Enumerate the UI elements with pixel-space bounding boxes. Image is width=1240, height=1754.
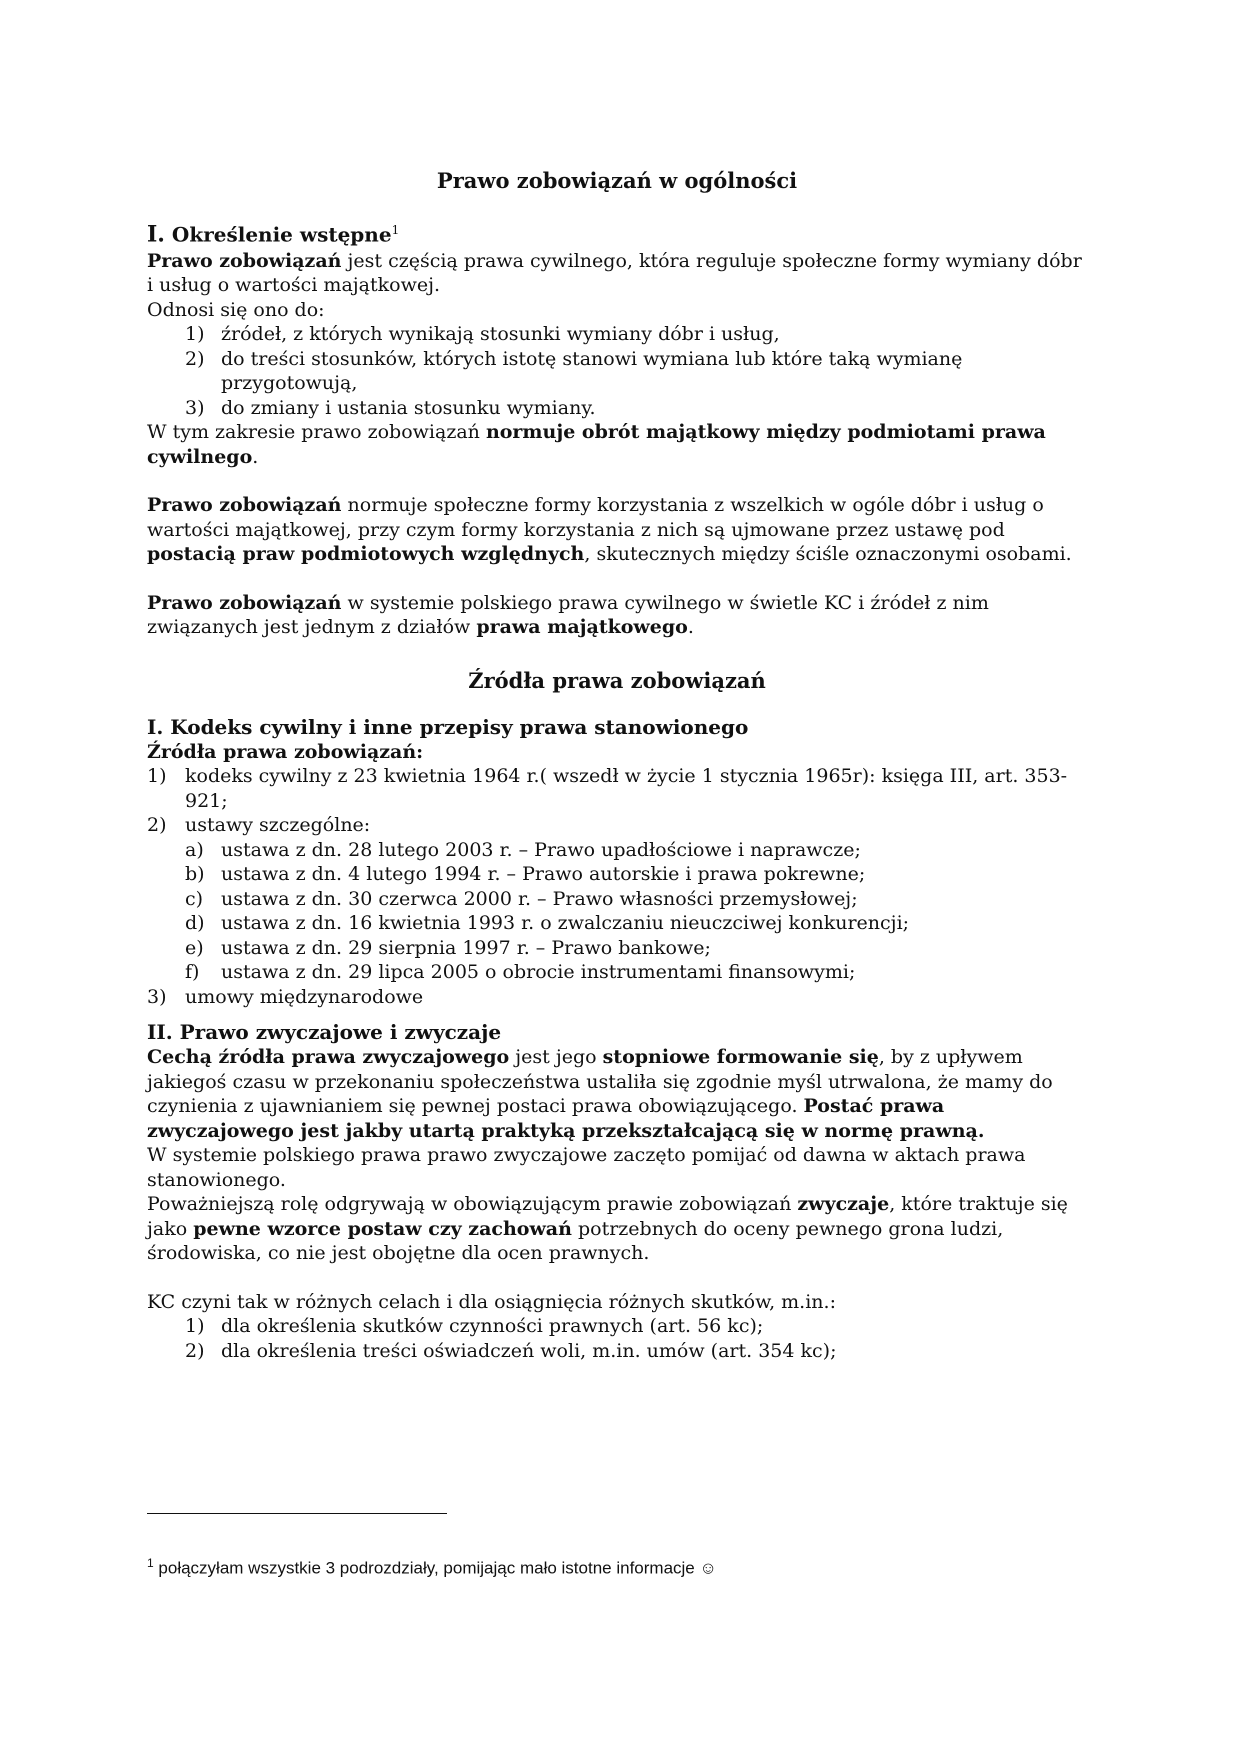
roman-numeral: I. (147, 221, 165, 248)
sources-list (147, 764, 1087, 838)
list-item: 3) umowy międzynarodowe (147, 985, 424, 1008)
list-item: f) ustawa z dn. 29 lipca 2005 o obrocie instrumentami finansowymi; (185, 961, 856, 984)
paragraph-custom-omitted: W systemie polskiego prawa prawo zwyczajowe zaczęto pomijać od dawna w aktach prawa stanowionego. (147, 1144, 1026, 1191)
list-item: 2) dla określenia treści oświadczeń woli, m.in. umów (art. 354 kc); (185, 1339, 837, 1362)
paragraph-scope-summary: W tym zakresie prawo zobowiązań normuje obrót majątkowy między podmiotami prawa cywilnego. (147, 421, 1046, 468)
sources-list-continued (147, 985, 1087, 1010)
paragraph-system: Prawo zobowiązań w systemie polskiego prawa cywilnego w świetle KC i źródeł z nim związanych jest jednym z działów prawa majątkowego. (147, 591, 989, 639)
sources-subheading: Źródła prawa zobowiązań: (147, 740, 424, 763)
list-item: e) ustawa z dn. 29 sierpnia 1997 r. – Prawo bankowe; (185, 936, 711, 959)
footnote (147, 1556, 717, 1579)
list-item: c) ustawa z dn. 30 czerwca 2000 r. – Prawo własności przemysłowej; (185, 887, 858, 910)
list-item: 2) do treści stosunków, których istotę stanowi wymiana lub które taką wymianę przygotowują, (185, 347, 963, 395)
bold-term: Prawo zobowiązań (147, 249, 342, 272)
scope-list (147, 322, 1087, 420)
list-item: a) ustawa z dn. 28 lutego 2003 r. – Prawo upadłościowe i naprawcze; (185, 838, 861, 861)
footnote-text: połączyłam wszystkie 3 podrozdziały, pomijając mało istotne informacje ☺ (153, 1558, 717, 1578)
document-body (147, 168, 1087, 1363)
paragraph-kc-purposes: KC czyni tak w różnych celach i dla osiągnięcia różnych skutków, m.in.: (147, 1290, 836, 1313)
statutes-sublist (147, 838, 1087, 985)
list-item: 1) dla określenia skutków czynności prawnych (art. 56 kc); (185, 1315, 764, 1338)
purposes-list (147, 1314, 1087, 1363)
paragraph-scope-intro: Odnosi się ono do: (147, 298, 325, 321)
section-heading-custom: II. Prawo zwyczajowe i zwyczaje (147, 1020, 502, 1045)
list-item: 2) ustawy szczególne: (147, 814, 371, 837)
paragraph-customs-role: Poważniejszą rolę odgrywają w obowiązującym prawie zobowiązań zwyczaje, które traktuje się jako pewne wzorce postaw czy zachowań potrzebnych do oceny pewnego grona ludzi, środowiska, co nie jest obojętne dla ocen prawnych. (147, 1193, 1068, 1265)
footnote-number: 1 (147, 1556, 154, 1570)
list-item: 1) kodeks cywilny z 23 kwietnia 1964 r.( wszedł w życie 1 stycznia 1965r): księga III, art. 353-921; (147, 765, 1068, 812)
second-title: Źródła prawa zobowiązań (468, 667, 766, 693)
document-title: Prawo zobowiązań w ogólności (436, 168, 798, 193)
list-item: 1) źródeł, z których wynikają stosunki wymiany dóbr i usług, (185, 323, 780, 346)
paragraph-text: jest częścią prawa cywilnego, która reguluje społeczne formy wymiany dóbr i usług o wartości majątkowej. (147, 249, 1082, 297)
paragraph-forms: Prawo zobowiązań normuje społeczne formy korzystania z wszelkich w ogóle dóbr i usług o wartości majątkowej, przy czym formy korzystania z nich są ujmowane przez ustawę pod postacią praw podmiotowych względnych, skutecznych między ściśle oznaczonymi osobami. (147, 494, 1072, 566)
footnote-separator (147, 1513, 447, 1514)
footnote-ref: 1 (391, 223, 400, 237)
paragraph-definition (147, 249, 1087, 298)
section-heading-code: I. Kodeks cywilny i inne przepisy prawa stanowionego (147, 714, 749, 739)
list-item: d) ustawa z dn. 16 kwietnia 1993 r. o zwalczaniu nieuczciwej konkurencji; (185, 912, 910, 935)
paragraph-custom-law: Cechą źródła prawa zwyczajowego jest jego stopniowe formowanie się, by z upływem jakiegoś czasu w przekonaniu społeczeństwa ustaliła się zgodnie myśl utrwalona, że mamy do czynienia z ujawnianiem się pewnej postaci prawa obowiązującego. Postać prawa zwyczajowego jest jakby utartą praktyką przekształcającą się w normę prawną. (147, 1046, 1053, 1142)
list-item: b) ustawa z dn. 4 lutego 1994 r. – Prawo autorskie i prawa pokrewne; (185, 863, 866, 886)
section-heading-intro (147, 216, 1087, 249)
list-item: 3) do zmiany i ustania stosunku wymiany. (185, 396, 596, 419)
section-title: Określenie wstępne (171, 222, 392, 247)
